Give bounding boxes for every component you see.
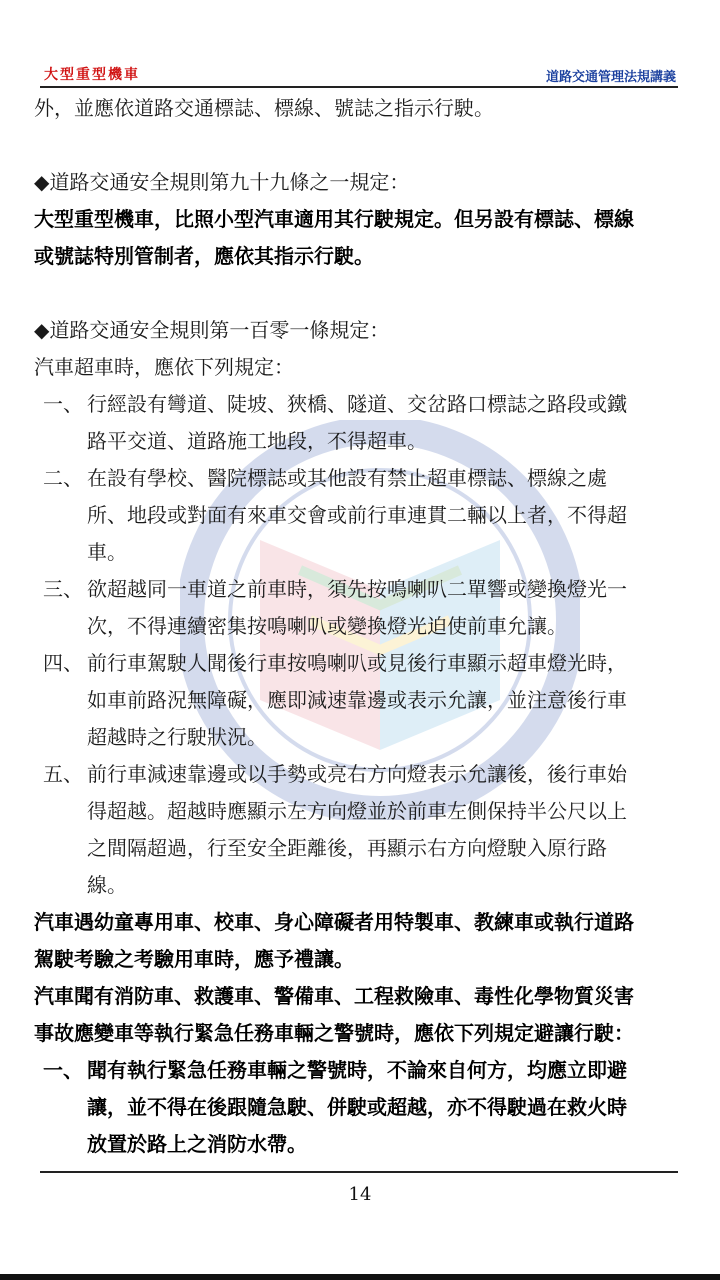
list-item-line: 得超越。超越時應顯示左方向燈並於前車左側保持半公尺以上 xyxy=(87,799,627,823)
list-item xyxy=(34,1052,684,1163)
list-item-number: 五、 xyxy=(43,762,83,786)
list-item xyxy=(34,571,684,645)
list-item-line: 如車前路況無障礙，應即減速靠邊或表示允讓，並注意後行車 xyxy=(87,688,627,712)
rule99-text-line: 或號誌特別管制者，應依其指示行駛。 xyxy=(34,244,374,268)
list-item-number: 二、 xyxy=(43,466,83,490)
list-item-line: 在設有學校、醫院標誌或其他設有禁止超車標誌、標線之處 xyxy=(87,466,607,490)
list-item-number: 三、 xyxy=(43,577,83,601)
list-item-line: 聞有執行緊急任務車輛之警號時，不論來自何方，均應立即避 xyxy=(87,1058,627,1082)
list-item-number: 一、 xyxy=(43,392,83,416)
list-item-line: 車。 xyxy=(87,540,127,564)
document-body xyxy=(34,90,684,1163)
bottom-bar xyxy=(0,1274,720,1280)
page-number: 14 xyxy=(348,1184,372,1205)
list-item-line: 前行車駕駛人聞後行車按鳴喇叭或見後行車顯示超車燈光時， xyxy=(87,651,627,675)
yield-paragraph-line: 汽車遇幼童專用車、校車、身心障礙者用特製車、教練車或執行道路 xyxy=(34,910,634,934)
emergency-paragraph-line: 汽車聞有消防車、救護車、警備車、工程救險車、毒性化學物質災害 xyxy=(34,984,634,1008)
list-item xyxy=(34,460,684,571)
header-book-title: 大型重型機車 xyxy=(44,67,140,83)
header-section-title: 道路交通管理法規講義 xyxy=(545,70,676,85)
list-item-line: 所、地段或對面有來車交會或前行車連貫二輛以上者，不得超 xyxy=(87,503,627,527)
rule101-subheading: 汽車超車時，應依下列規定： xyxy=(34,355,294,379)
rule101-heading: ◆道路交通安全規則第一百零一條規定： xyxy=(34,318,390,342)
page-header xyxy=(40,60,678,88)
yield-paragraph-line: 駕駛考驗之考驗用車時，應予禮讓。 xyxy=(34,947,354,971)
rule99-text-line: 大型重型機車，比照小型汽車適用其行駛規定。但另設有標誌、標線 xyxy=(34,207,634,231)
list-item-line: 行經設有彎道、陡坡、狹橋、隧道、交岔路口標誌之路段或鐵 xyxy=(87,392,627,416)
list-item xyxy=(34,386,684,460)
list-item-line: 次，不得連續密集按鳴喇叭或變換燈光迫使前車允讓。 xyxy=(87,614,567,638)
list-item-line: 之間隔超過，行至安全距離後，再顯示右方向燈駛入原行路 xyxy=(87,836,607,860)
list-item-number: 四、 xyxy=(43,651,83,675)
list-item-line: 線。 xyxy=(87,873,127,897)
list-item-line: 欲超越同一車道之前車時，須先按鳴喇叭二單響或變換燈光一 xyxy=(87,577,627,601)
list-item-line: 放置於路上之消防水帶。 xyxy=(87,1132,307,1156)
list-item-number: 一、 xyxy=(43,1058,83,1082)
rule99-heading: ◆道路交通安全規則第九十九條之一規定： xyxy=(34,170,410,194)
footer-divider xyxy=(40,1171,678,1173)
intro-line: 外，並應依道路交通標誌、標線、號誌之指示行駛。 xyxy=(34,96,494,120)
list-item-line: 前行車減速靠邊或以手勢或亮右方向燈表示允讓後，後行車始 xyxy=(87,762,627,786)
list-item-line: 讓，並不得在後跟隨急駛、併駛或超越，亦不得駛過在救火時 xyxy=(87,1095,627,1119)
list-item xyxy=(34,756,684,904)
list-item-line: 超越時之行駛狀況。 xyxy=(87,725,267,749)
list-item-line: 路平交道、道路施工地段，不得超車。 xyxy=(87,429,427,453)
list-item xyxy=(34,645,684,756)
emergency-paragraph-line: 事故應變車等執行緊急任務車輛之警號時，應依下列規定避讓行駛： xyxy=(34,1021,634,1045)
